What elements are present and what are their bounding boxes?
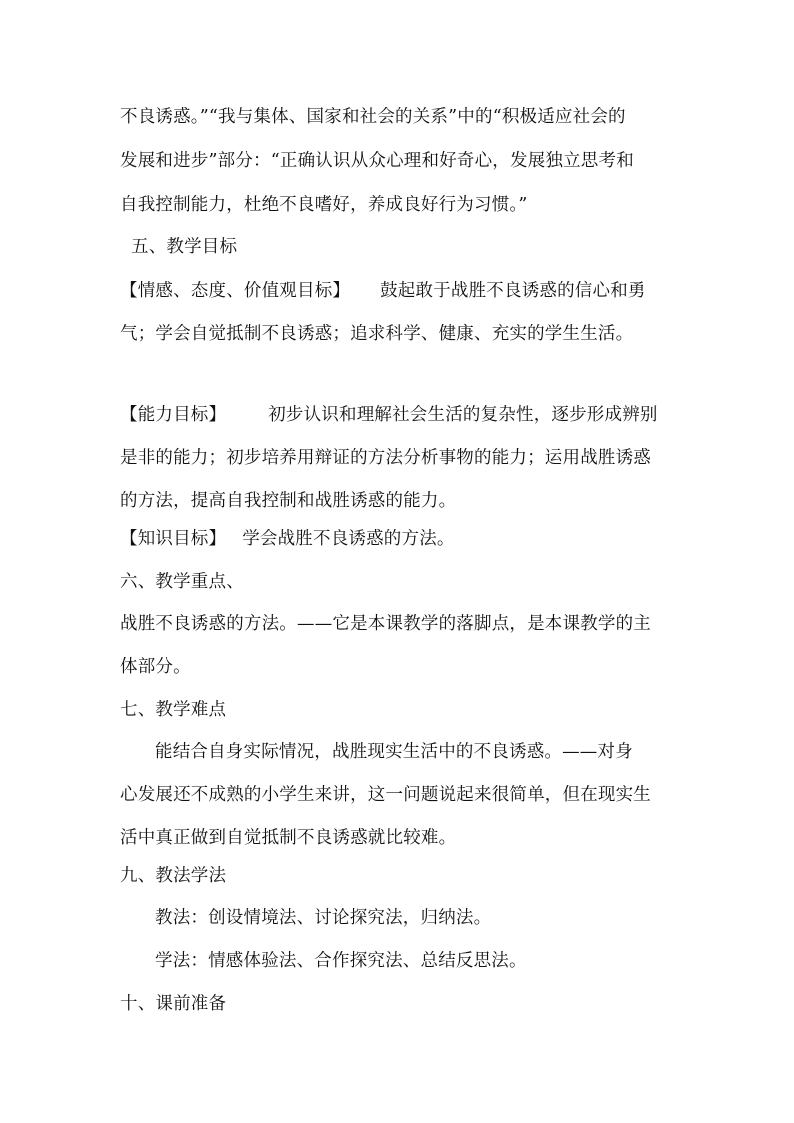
teaching-method-line: 教法：创设情境法、讨论探究法，归纳法。 bbox=[155, 908, 492, 928]
emotion-goal-label: 【情感、态度、价值观目标】 bbox=[120, 281, 351, 301]
emotion-goal-line-1 bbox=[120, 279, 680, 303]
difficulties-line-1: 能结合自身实际情况，战胜现实生活中的不良诱惑。——对身 bbox=[155, 742, 633, 762]
ability-goal-text: 初步认识和理解社会生活的复杂性，逐步形成辨别 bbox=[268, 405, 658, 425]
ability-goal-line-2: 是非的能力；初步培养用辩证的方法分析事物的能力；运用战胜诱惑 bbox=[120, 448, 651, 468]
section-heading-key-points: 六、教学重点、 bbox=[120, 572, 244, 592]
difficulties-line-2: 心发展还不成熟的小学生来讲，这一问题说起来很简单，但在现实生 bbox=[120, 785, 651, 805]
section-heading-methods: 九、教法学法 bbox=[120, 866, 227, 886]
emotion-goal-text: 鼓起敢于战胜不良诱惑的信心和勇 bbox=[380, 281, 646, 301]
knowledge-goal-label: 【知识目标】 bbox=[120, 529, 227, 549]
knowledge-goal-line bbox=[120, 527, 680, 551]
key-points-line-1: 战胜不良诱惑的方法。——它是本课教学的落脚点，是本课教学的主 bbox=[120, 614, 651, 634]
paragraph-line-2: 发展和进步”部分：“正确认识从众心理和好奇心，发展独立思考和 bbox=[120, 151, 634, 171]
learning-method-line: 学法：情感体验法、合作探究法、总结反思法。 bbox=[155, 951, 527, 971]
section-heading-preparation: 十、课前准备 bbox=[120, 994, 227, 1014]
section-heading-difficulties: 七、教学难点 bbox=[120, 700, 227, 720]
ability-goal-line-3: 的方法，提高自我控制和战胜诱惑的能力。 bbox=[120, 491, 457, 511]
ability-goal-label: 【能力目标】 bbox=[120, 405, 227, 425]
knowledge-goal-text: 学会战胜不良诱惑的方法。 bbox=[242, 529, 455, 549]
paragraph-line-3: 自我控制能力，杜绝不良嗜好，养成良好行为习惯。” bbox=[120, 195, 528, 215]
emotion-goal-line-2: 气；学会自觉抵制不良诱惑；追求科学、健康、充实的学生生活。 bbox=[120, 324, 634, 344]
difficulties-line-3: 活中真正做到自觉抵制不良诱惑就比较难。 bbox=[120, 828, 457, 848]
ability-goal-line-1 bbox=[120, 403, 680, 427]
paragraph-line-1: 不良诱惑。”“我与集体、国家和社会的关系”中的“积极适应社会的 bbox=[120, 107, 626, 127]
key-points-line-2: 体部分。 bbox=[120, 657, 191, 677]
section-heading-teaching-goals: 五、教学目标 bbox=[131, 237, 238, 257]
